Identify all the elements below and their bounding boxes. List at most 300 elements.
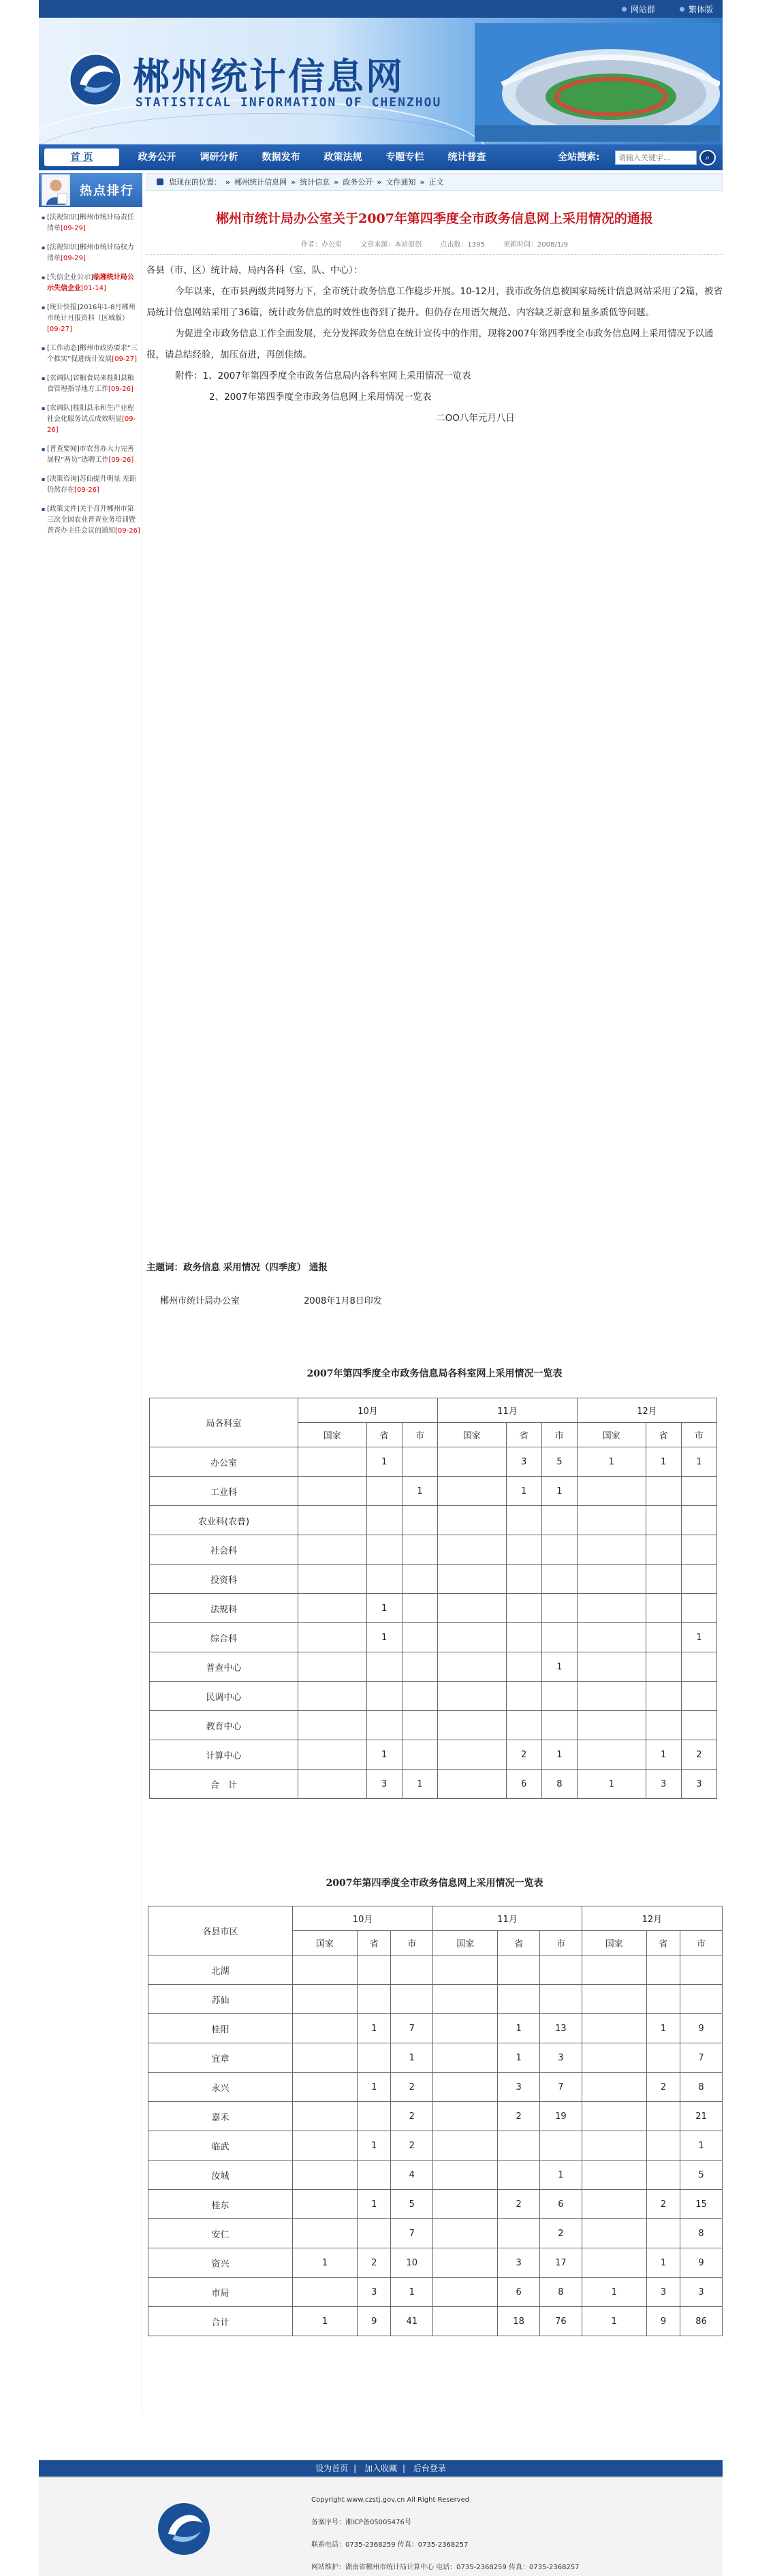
table-cell: 3 bbox=[366, 1770, 402, 1799]
table-cell: 1 bbox=[293, 2307, 358, 2336]
row-label: 法规科 bbox=[150, 1594, 298, 1623]
table-cell bbox=[366, 1565, 402, 1594]
hot-item-date: [01-14] bbox=[81, 285, 106, 292]
article-body bbox=[146, 260, 723, 429]
table-cell bbox=[541, 1594, 577, 1623]
month-header: 10月 bbox=[293, 1906, 433, 1931]
table-cell bbox=[577, 1565, 646, 1594]
site-group-link[interactable] bbox=[622, 3, 655, 15]
table-cell bbox=[298, 1594, 367, 1623]
table-cell: 1 bbox=[646, 1740, 681, 1770]
table-cell bbox=[577, 1594, 646, 1623]
main-nav bbox=[39, 144, 723, 170]
table-cell bbox=[582, 2161, 646, 2190]
table-cell: 5 bbox=[680, 2161, 723, 2190]
table-cell: 3 bbox=[680, 2278, 723, 2307]
table-cell bbox=[582, 2219, 646, 2248]
footer-logo-icon bbox=[155, 2500, 213, 2558]
table-cell bbox=[582, 2248, 646, 2278]
table-cell: 6 bbox=[539, 2190, 582, 2219]
table-row bbox=[150, 1652, 717, 1682]
table-row bbox=[150, 1477, 717, 1506]
document-date: 二OO八年元月八日 bbox=[436, 413, 515, 424]
add-favorite-link[interactable]: 加入收藏 bbox=[364, 2464, 397, 2473]
table-cell bbox=[681, 1506, 716, 1535]
table-row bbox=[148, 2043, 723, 2073]
table-cell bbox=[498, 1955, 540, 1985]
table-cell bbox=[391, 1955, 433, 1985]
row-label: 工业科 bbox=[150, 1477, 298, 1506]
table-cell: 6 bbox=[498, 2278, 540, 2307]
row-label: 教育中心 bbox=[150, 1711, 298, 1740]
row-label: 投资科 bbox=[150, 1565, 298, 1594]
site-subtitle: STATISTICAL INFORMATION OF CHENZHOU bbox=[136, 95, 442, 110]
table-cell bbox=[433, 2161, 498, 2190]
breadcrumb-item[interactable]: 统计信息 bbox=[300, 178, 330, 187]
table-cell bbox=[358, 1955, 391, 1985]
table-cell bbox=[646, 1711, 681, 1740]
table-cell bbox=[582, 2102, 646, 2131]
table-cell bbox=[433, 2131, 498, 2161]
table-cell bbox=[433, 2014, 498, 2043]
table-cell bbox=[539, 2131, 582, 2161]
hot-item-text: [决策咨询]苏仙提升明显 差距仍然存在 bbox=[47, 475, 136, 494]
subcol-header: 国家 bbox=[577, 1423, 646, 1447]
table-row bbox=[148, 2131, 723, 2161]
table-cell: 3 bbox=[498, 2248, 540, 2278]
footer bbox=[39, 2477, 723, 2576]
table-cell bbox=[646, 1623, 681, 1652]
table-row bbox=[148, 2102, 723, 2131]
table-cell bbox=[646, 1955, 680, 1985]
row-label: 农业科(农普) bbox=[150, 1506, 298, 1535]
table-cell: 2 bbox=[539, 2219, 582, 2248]
table-cell bbox=[391, 1985, 433, 2014]
breadcrumb-item[interactable]: 郴州统计信息网 bbox=[234, 178, 287, 187]
breadcrumb-current: 正文 bbox=[428, 178, 444, 187]
table-cell: 4 bbox=[391, 2161, 433, 2190]
table-cell bbox=[433, 2219, 498, 2248]
subcol-header: 省 bbox=[366, 1423, 402, 1447]
hot-item[interactable] bbox=[43, 343, 140, 365]
month-header: 11月 bbox=[437, 1398, 577, 1423]
table-cell: 1 bbox=[680, 2131, 723, 2161]
table-cell: 3 bbox=[358, 2278, 391, 2307]
search-label: 全站搜索: bbox=[558, 152, 600, 163]
table-row bbox=[148, 2248, 723, 2278]
table-cell bbox=[646, 1565, 681, 1594]
table-cell bbox=[358, 2161, 391, 2190]
table-cell bbox=[582, 2014, 646, 2043]
main-content bbox=[146, 173, 723, 2328]
table-row bbox=[148, 2073, 723, 2102]
contact-phone: 联系电话：0735-2368259 传真：0735-2368257 bbox=[311, 2541, 469, 2549]
table-row bbox=[150, 1565, 717, 1594]
table-cell: 1 bbox=[366, 1447, 402, 1477]
table-cell: 3 bbox=[646, 1770, 681, 1799]
admin-login-link[interactable]: 后台登录 bbox=[413, 2464, 446, 2473]
table-cell: 1 bbox=[358, 2190, 391, 2219]
table-row bbox=[150, 1506, 717, 1535]
attachment-line: 2、2007年第四季度全市政务信息网上采用情况一览表 bbox=[209, 392, 432, 403]
table-cell: 18 bbox=[498, 2307, 540, 2336]
table-row bbox=[148, 2190, 723, 2219]
table-cell bbox=[293, 2073, 358, 2102]
hot-item-text: [工作动态]郴州市政协要求“三个推实”促进统计发展 bbox=[47, 345, 138, 363]
table-cell bbox=[582, 2131, 646, 2161]
table-cell bbox=[498, 2131, 540, 2161]
hot-item-text: [失信企业公示] bbox=[47, 274, 93, 281]
issued-date: 2008年1月8日印发 bbox=[304, 1296, 382, 1306]
table-cell bbox=[577, 1477, 646, 1506]
icp-number: 备案序号：湘ICP备05005476号 bbox=[311, 2519, 411, 2526]
table-cell bbox=[646, 1506, 681, 1535]
hot-item-date: [09-29] bbox=[61, 255, 86, 262]
table-row bbox=[148, 2014, 723, 2043]
table-cell bbox=[582, 2043, 646, 2073]
hot-item[interactable] bbox=[43, 474, 140, 496]
page bbox=[39, 0, 723, 2576]
breadcrumb-label: 您现在的位置： bbox=[169, 178, 221, 187]
table-cell: 3 bbox=[506, 1447, 541, 1477]
table-cell bbox=[506, 1535, 541, 1565]
hot-item-text: [农调队]省粮食局来桂阳县粮食管理指导地方工作 bbox=[47, 375, 134, 393]
table-cell bbox=[402, 1447, 437, 1477]
copyright: Copyright www.czstj.gov.cn All Right Reserved bbox=[311, 2496, 470, 2504]
table-cell bbox=[433, 2102, 498, 2131]
table-cell bbox=[646, 1477, 681, 1506]
table-cell bbox=[577, 1682, 646, 1711]
table-cell bbox=[577, 1623, 646, 1652]
table-cell bbox=[433, 2190, 498, 2219]
table-cell bbox=[402, 1535, 437, 1565]
nav-item-research[interactable]: 调研分析 bbox=[200, 152, 238, 163]
table-cell bbox=[433, 2248, 498, 2278]
table-cell: 1 bbox=[402, 1477, 437, 1506]
table-cell bbox=[437, 1682, 506, 1711]
table-cell bbox=[541, 1565, 577, 1594]
table-cell: 13 bbox=[539, 2014, 582, 2043]
hot-item-text: [法规知识]郴州市统计局权力清单 bbox=[47, 244, 134, 262]
sidebar-hot-list bbox=[39, 173, 142, 545]
table-row bbox=[150, 1711, 717, 1740]
table-cell: 3 bbox=[646, 2278, 680, 2307]
table-cell bbox=[506, 1506, 541, 1535]
table-cell: 2 bbox=[391, 2131, 433, 2161]
table-cell bbox=[539, 1955, 582, 1985]
table-cell bbox=[681, 1535, 716, 1565]
bullet-icon bbox=[680, 7, 684, 12]
table-cell bbox=[433, 2307, 498, 2336]
table-cell bbox=[293, 2131, 358, 2161]
person-icon bbox=[42, 174, 70, 206]
row-label: 普查中心 bbox=[150, 1652, 298, 1682]
table-cell bbox=[437, 1565, 506, 1594]
table-cell: 1 bbox=[366, 1740, 402, 1770]
maintainer: 网站维护：湖南省郴州市统计局计算中心 电话：0735-2368259 传真：0735-2368257 bbox=[311, 2564, 580, 2571]
table-cell: 2 bbox=[498, 2190, 540, 2219]
search-icon[interactable]: ⌕ bbox=[699, 150, 716, 166]
table-cell bbox=[541, 1535, 577, 1565]
hot-item-text: [统计快报]2016年1-8月郴州市统计月报资料（区域版） bbox=[47, 304, 136, 322]
hot-item[interactable] bbox=[43, 444, 140, 466]
table-cell: 1 bbox=[539, 2161, 582, 2190]
set-homepage-link[interactable]: 设为首页 bbox=[315, 2464, 349, 2473]
table-cell bbox=[366, 1477, 402, 1506]
meta-author: 作者：办公室 bbox=[301, 241, 343, 249]
table-cell bbox=[293, 2219, 358, 2248]
site-logo-icon bbox=[66, 50, 125, 109]
table-row bbox=[148, 2161, 723, 2190]
hot-item[interactable] bbox=[43, 213, 140, 234]
nav-home[interactable]: 首 页 bbox=[44, 148, 119, 166]
table-cell bbox=[433, 2278, 498, 2307]
table-cell: 1 bbox=[402, 1770, 437, 1799]
table-cell: 1 bbox=[358, 2073, 391, 2102]
table2-title: 2007年第四季度全市政务信息网上采用情况一览表 bbox=[326, 1878, 543, 1889]
table-cell: 8 bbox=[680, 2219, 723, 2248]
hot-item[interactable] bbox=[43, 272, 140, 294]
table-cell: 8 bbox=[539, 2278, 582, 2307]
subject-label: 主题词： bbox=[146, 1262, 183, 1273]
table-cell: 2 bbox=[358, 2248, 391, 2278]
table-cell bbox=[366, 1711, 402, 1740]
issuer-line bbox=[160, 1293, 382, 1306]
table-cell bbox=[582, 2190, 646, 2219]
table1-row-header: 局各科室 bbox=[150, 1398, 298, 1447]
table-cell: 1 bbox=[498, 2043, 540, 2073]
breadcrumb-item[interactable]: 文件通知 bbox=[385, 178, 416, 187]
table-cell: 2 bbox=[646, 2073, 680, 2102]
table-cell bbox=[298, 1506, 367, 1535]
table-cell: 2 bbox=[391, 2102, 433, 2131]
salutation: 各县（市、区）统计局，局内各科（室、队、中心）： bbox=[146, 265, 363, 276]
table-cell: 1 bbox=[681, 1447, 716, 1477]
table-cell bbox=[681, 1565, 716, 1594]
month-header: 12月 bbox=[577, 1398, 716, 1423]
hot-item-date: [09-26] bbox=[108, 386, 133, 393]
table-cell bbox=[582, 1955, 646, 1985]
table-cell: 1 bbox=[541, 1477, 577, 1506]
table-cell bbox=[646, 1594, 681, 1623]
subcol-header: 市 bbox=[539, 1931, 582, 1955]
table-row bbox=[148, 2278, 723, 2307]
table-cell bbox=[366, 1506, 402, 1535]
hot-item[interactable] bbox=[43, 302, 140, 335]
table-cell: 2 bbox=[391, 2073, 433, 2102]
hot-item-date: [09-26] bbox=[115, 527, 140, 535]
article-title: 郴州市统计局办公室关于2007年第四季度全市政务信息网上采用情况的通报 bbox=[216, 211, 653, 226]
table-cell: 7 bbox=[391, 2219, 433, 2248]
table-cell bbox=[437, 1770, 506, 1799]
table-cell: 2 bbox=[681, 1740, 716, 1770]
table-cell bbox=[577, 1740, 646, 1770]
table-cell: 9 bbox=[358, 2307, 391, 2336]
table-cell bbox=[506, 1594, 541, 1623]
subcol-header: 省 bbox=[506, 1423, 541, 1447]
breadcrumb-item[interactable]: 政务公开 bbox=[343, 178, 373, 187]
hot-item-date: [09-27] bbox=[47, 326, 72, 333]
top-utility-bar bbox=[39, 0, 723, 18]
month-header: 10月 bbox=[298, 1398, 438, 1423]
table-cell: 1 bbox=[391, 2043, 433, 2073]
table-cell: 8 bbox=[541, 1770, 577, 1799]
row-label: 桂阳 bbox=[148, 2014, 293, 2043]
table-cell: 1 bbox=[358, 2131, 391, 2161]
table-row bbox=[150, 1682, 717, 1711]
table-cell bbox=[437, 1711, 506, 1740]
table-cell bbox=[541, 1711, 577, 1740]
table-cell bbox=[437, 1652, 506, 1682]
table-row bbox=[148, 2219, 723, 2248]
table-cell bbox=[358, 2102, 391, 2131]
row-label: 桂东 bbox=[148, 2190, 293, 2219]
table-cell: 7 bbox=[391, 2014, 433, 2043]
location-icon bbox=[157, 178, 163, 185]
nav-item-data-release[interactable]: 数据发布 bbox=[262, 152, 300, 163]
hot-item[interactable] bbox=[43, 242, 140, 264]
row-label: 嘉禾 bbox=[148, 2102, 293, 2131]
table-cell bbox=[433, 1985, 498, 2014]
paragraph: 为促进全市政务信息工作全面发展，充分发挥政务信息在统计宣传中的作用，现将2007年第四季度全市政务信息网上采用情况予以通报，请总结经验，加压奋进，再创佳绩。 bbox=[146, 328, 714, 360]
table-cell bbox=[293, 1985, 358, 2014]
traditional-chinese-link[interactable] bbox=[680, 3, 713, 15]
row-label: 计算中心 bbox=[150, 1740, 298, 1770]
table-cell bbox=[366, 1682, 402, 1711]
traditional-label: 繁体版 bbox=[688, 4, 713, 14]
nav-item-policy[interactable]: 政策法规 bbox=[324, 152, 362, 163]
hot-item-date: [09-26] bbox=[74, 486, 99, 494]
article-meta bbox=[146, 238, 723, 249]
search-input[interactable] bbox=[615, 151, 697, 165]
table-cell: 1 bbox=[577, 1770, 646, 1799]
table-cell bbox=[402, 1711, 437, 1740]
table-cell bbox=[582, 2073, 646, 2102]
hot-item-date: [09-27] bbox=[112, 356, 138, 363]
table-cell bbox=[681, 1711, 716, 1740]
table-cell: 1 bbox=[293, 2248, 358, 2278]
table-cell bbox=[402, 1652, 437, 1682]
table-cell: 6 bbox=[506, 1770, 541, 1799]
table-cell bbox=[681, 1652, 716, 1682]
table-cell bbox=[402, 1682, 437, 1711]
table-cell bbox=[680, 1955, 723, 1985]
subcol-header: 市 bbox=[391, 1931, 433, 1955]
subcol-header: 省 bbox=[646, 1931, 680, 1955]
hot-item[interactable] bbox=[43, 403, 140, 436]
table-cell bbox=[646, 2161, 680, 2190]
table2-row-header: 各县市区 bbox=[148, 1906, 293, 1955]
row-label: 北湖 bbox=[148, 1955, 293, 1985]
table-cell bbox=[646, 2043, 680, 2073]
table-cell bbox=[298, 1565, 367, 1594]
bullet-icon bbox=[622, 7, 627, 12]
table-cell bbox=[293, 1955, 358, 1985]
subcol-header: 省 bbox=[646, 1423, 681, 1447]
table-cell: 10 bbox=[391, 2248, 433, 2278]
table-row bbox=[150, 1623, 717, 1652]
subject-text: 政务信息 采用情况（四季度） 通报 bbox=[183, 1262, 328, 1273]
table-cell bbox=[646, 2102, 680, 2131]
table-cell bbox=[293, 2278, 358, 2307]
table-cell bbox=[646, 1535, 681, 1565]
site-banner bbox=[39, 18, 723, 144]
table-cell: 1 bbox=[577, 1447, 646, 1477]
table-row bbox=[150, 1535, 717, 1565]
table-cell: 1 bbox=[391, 2278, 433, 2307]
table-cell: 5 bbox=[541, 1447, 577, 1477]
table-cell bbox=[366, 1652, 402, 1682]
hot-item-date: [09-26] bbox=[108, 456, 134, 464]
subcol-header: 市 bbox=[402, 1423, 437, 1447]
table-cell: 41 bbox=[391, 2307, 433, 2336]
table-cell bbox=[577, 1652, 646, 1682]
table-cell: 1 bbox=[541, 1652, 577, 1682]
hot-item[interactable] bbox=[43, 504, 140, 537]
table-cell bbox=[358, 1985, 391, 2014]
table-cell bbox=[437, 1477, 506, 1506]
hot-item-text: [农调队]桂阳县永和生产业程社会化服务试点成效明显 bbox=[47, 405, 134, 423]
footer-links-bar: 设为首页 | 加入收藏 | 后台登录 bbox=[39, 2460, 723, 2477]
stadium-image bbox=[475, 23, 720, 142]
table-cell bbox=[577, 1711, 646, 1740]
table-cell bbox=[680, 1985, 723, 2014]
table-row bbox=[148, 2307, 723, 2336]
row-label: 合计 bbox=[148, 2307, 293, 2336]
row-label: 社会科 bbox=[150, 1535, 298, 1565]
table-cell bbox=[541, 1682, 577, 1711]
table-cell bbox=[541, 1506, 577, 1535]
hot-item-date: [09-29] bbox=[61, 225, 86, 232]
table-cell bbox=[298, 1652, 367, 1682]
table-cell: 1 bbox=[366, 1594, 402, 1623]
hot-item-highlight: 临湘统计局公示失信企业 bbox=[47, 274, 134, 292]
nav-item-topics[interactable]: 专题专栏 bbox=[385, 152, 424, 163]
nav-item-gov-affairs[interactable]: 政务公开 bbox=[138, 152, 176, 163]
table-cell bbox=[433, 2073, 498, 2102]
row-label: 合 计 bbox=[150, 1770, 298, 1799]
table-cell bbox=[358, 2219, 391, 2248]
table-cell bbox=[366, 1535, 402, 1565]
table-cell bbox=[402, 1506, 437, 1535]
table-cell bbox=[298, 1447, 367, 1477]
table-cell bbox=[437, 1594, 506, 1623]
table-cell bbox=[433, 1955, 498, 1985]
table-cell bbox=[577, 1506, 646, 1535]
table-cell bbox=[541, 1623, 577, 1652]
meta-updated: 更新时间：2008/1/9 bbox=[503, 241, 568, 249]
subcol-header: 国家 bbox=[433, 1931, 498, 1955]
table-cell: 1 bbox=[541, 1740, 577, 1770]
table1-title: 2007年第四季度全市政务信息局各科室网上采用情况一览表 bbox=[306, 1368, 563, 1379]
table-cell bbox=[402, 1565, 437, 1594]
table-cell bbox=[506, 1652, 541, 1682]
table-cell bbox=[437, 1535, 506, 1565]
table-cell: 1 bbox=[498, 2014, 540, 2043]
subcol-header: 省 bbox=[498, 1931, 540, 1955]
table-cell: 3 bbox=[498, 2073, 540, 2102]
row-label: 临武 bbox=[148, 2131, 293, 2161]
table-cell bbox=[498, 1985, 540, 2014]
hot-item[interactable] bbox=[43, 373, 140, 395]
table-cell: 9 bbox=[646, 2307, 680, 2336]
table-cell: 1 bbox=[582, 2307, 646, 2336]
table-cell: 1 bbox=[681, 1623, 716, 1652]
table2 bbox=[148, 1906, 723, 2336]
table-row bbox=[150, 1740, 717, 1770]
nav-item-census[interactable]: 统计普查 bbox=[447, 152, 486, 163]
table-row bbox=[150, 1770, 717, 1799]
